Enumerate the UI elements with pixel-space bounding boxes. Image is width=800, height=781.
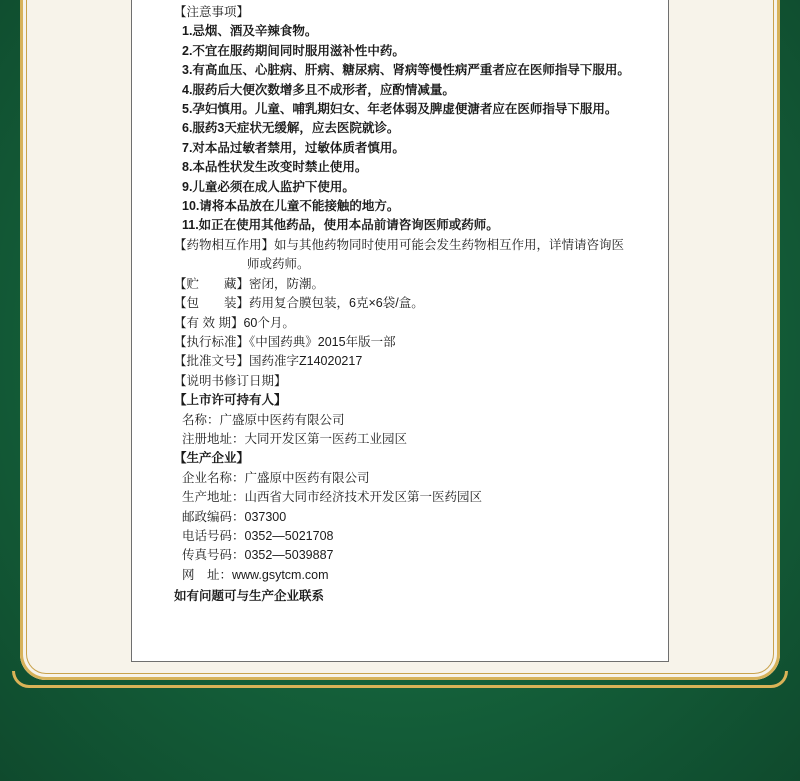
- approval-row: [174, 352, 662, 371]
- precaution-item-8: 8.本品性状发生改变时禁止使用。: [182, 160, 368, 175]
- interaction-text-continued: 师或药师。: [247, 257, 310, 272]
- precaution-item-9: 9.儿童必须在成人监护下使用。: [182, 179, 355, 194]
- manufacturer-website: 网 址：www.gsytcm.com: [182, 567, 329, 582]
- precaution-item-5: 5.孕妇慎用。儿童、哺乳期妇女、年老体弱及脾虚便溏者应在医师指导下服用。: [182, 102, 618, 117]
- validity-value: 60个月。: [243, 315, 295, 330]
- precaution-item-3: 3.有高血压、心脏病、肝病、糖尿病、肾病等慢性病严重者应在医师指导下服用。: [182, 63, 630, 78]
- precaution-item-4: 4.服药后大便次数增多且不成形者，应酌情减量。: [182, 82, 455, 97]
- precaution-item-6: 6.服药3天症状无缓解，应去医院就诊。: [182, 121, 400, 136]
- interaction-row: [174, 236, 662, 255]
- interaction-label: 【药物相互作用】: [174, 237, 275, 252]
- validity-row: [174, 314, 662, 333]
- approval-label: 【批准文号】: [174, 354, 250, 369]
- manufacturer-name: 企业名称：广盛原中医药有限公司: [182, 470, 370, 485]
- precaution-item-2: 2.不宜在服药期间同时服用滋补性中药。: [182, 43, 405, 58]
- manufacturer-address: 生产地址：山西省大同市经济技术开发区第一医药园区: [182, 490, 483, 505]
- standard-value: 《中国药典》2015年版一部: [249, 334, 396, 349]
- storage-row: [174, 275, 662, 294]
- precaution-item-7: 7.对本品过敏者禁用，过敏体质者慎用。: [182, 140, 405, 155]
- storage-value: 密闭，防潮。: [249, 276, 325, 291]
- manufacturer-phone: 电话号码：0352—5021708: [182, 528, 334, 543]
- package-row: [174, 294, 662, 313]
- precaution-item-1: 1.忌烟、酒及辛辣食物。: [182, 24, 318, 39]
- manufacturer-fax: 传真号码：0352—5039887: [182, 548, 334, 563]
- precaution-item-10: 10.请将本品放在儿童不能接触的地方。: [182, 199, 400, 214]
- holder-name: 名称：广盛原中医药有限公司: [182, 412, 345, 427]
- validity-label: 【有 效 期】: [174, 315, 244, 330]
- standard-label: 【执行标准】: [174, 334, 250, 349]
- standard-row: [174, 333, 662, 352]
- holder-label: 【上市许可持有人】: [174, 393, 287, 408]
- instruction-text: [174, 3, 662, 607]
- package-value: 药用复合膜包装，6克×6袋/盒。: [249, 296, 424, 311]
- contact-note: 如有问题可与生产企业联系: [174, 589, 325, 604]
- precaution-item-11: 11.如正在使用其他药品，使用本品前请咨询医师或药师。: [182, 218, 499, 233]
- instruction-sheet: [131, 0, 669, 662]
- interaction-text: 如与其他药物同时使用可能会发生药物相互作用，详情请咨询医: [274, 237, 625, 252]
- approval-value: 国药准字Z14020217: [249, 354, 363, 369]
- holder-address: 注册地址：大同开发区第一医药工业园区: [182, 431, 408, 446]
- revision-date-label: 【说明书修订日期】: [174, 373, 287, 388]
- storage-label: 【贮 藏】: [174, 276, 250, 291]
- package-label: 【包 装】: [174, 296, 250, 311]
- manufacturer-postcode: 邮政编码：037300: [182, 509, 287, 524]
- manufacturer-label: 【生产企业】: [174, 451, 250, 466]
- precautions-heading: 【注意事项】: [174, 5, 250, 19]
